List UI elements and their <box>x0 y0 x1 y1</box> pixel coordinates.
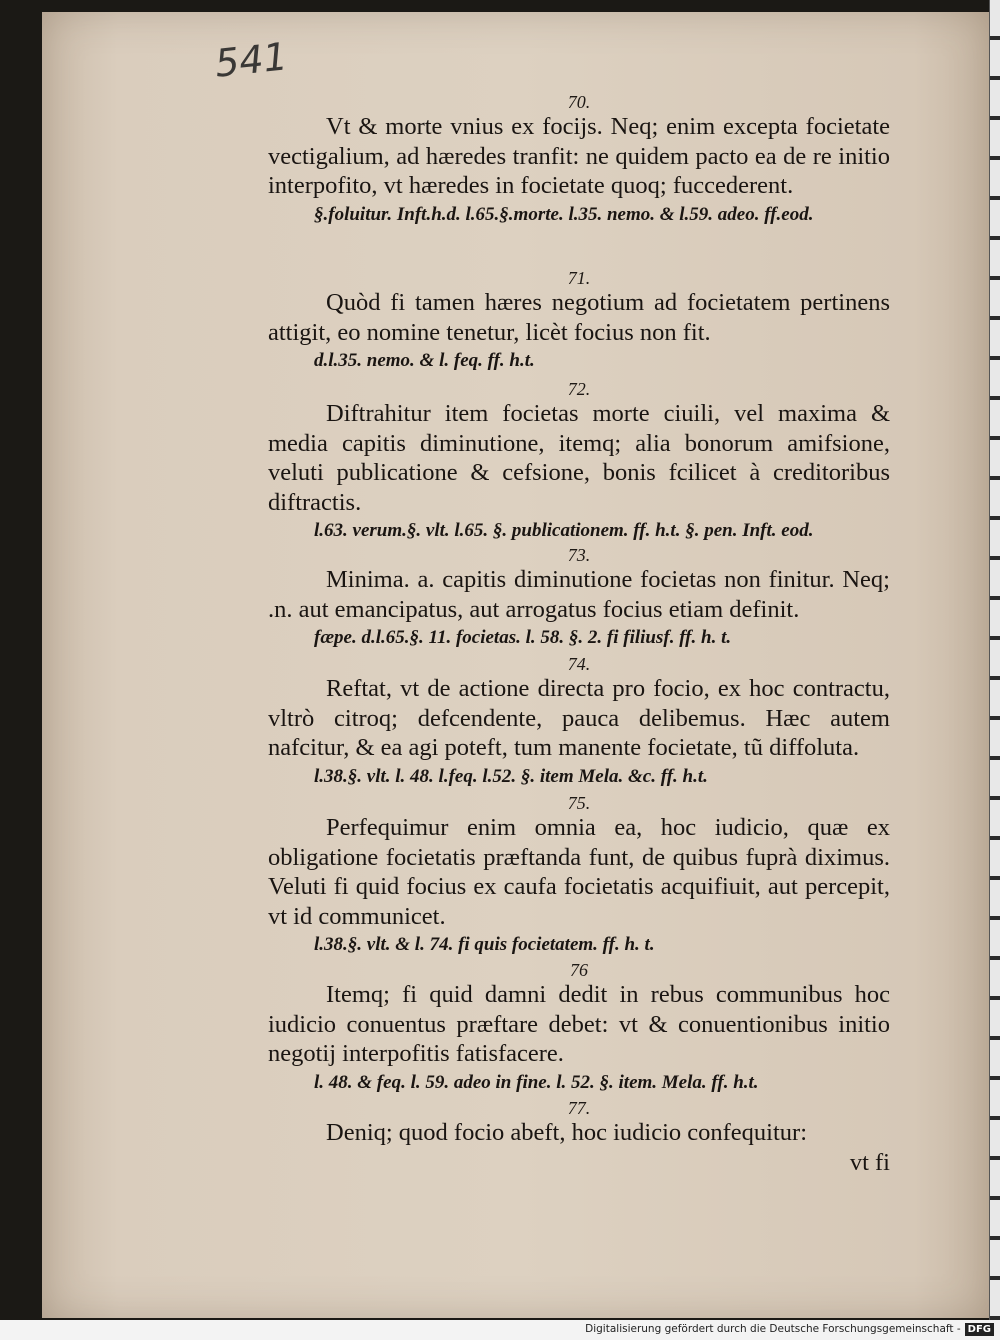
section-number: 71. <box>567 268 591 288</box>
section-text: Quòd fi tamen hæres negotium ad focietatem pertinens attigit, eo nomine tenetur, licèt focius non fit. <box>268 289 890 346</box>
dfg-logo-icon: DFG <box>965 1323 994 1336</box>
catchword: vt fi <box>849 1148 890 1176</box>
section-75 <box>268 793 890 958</box>
section-number: 73. <box>567 545 591 565</box>
section-number: 76 <box>570 960 588 980</box>
section-text: Minima. a. capitis diminutione focietas non finitur. Neq; .n. aut emancipatus, aut arrogatus focius etiam definit. <box>268 566 890 623</box>
section-72 <box>268 379 890 544</box>
section-citation: d.l.35. nemo. & l. feq. ff. h.t. <box>314 350 535 371</box>
section-number: 74. <box>567 654 591 674</box>
section-text: Itemq; fi quid damni dedit in rebus communibus hoc iudicio conuentus præftare debet: vt & conuentionibus initio negotij interpofitis fatisfacere. <box>268 981 890 1067</box>
footer-text: Digitalisierung gefördert durch die Deutsche Forschungsgemeinschaft - <box>585 1323 961 1335</box>
section-citation: §.foluitur. Inft.h.d. l.65.§.morte. l.35. nemo. & l.59. adeo. ff.eod. <box>314 203 814 225</box>
section-citation: l.38.§. vlt. & l. 74. fi quis focietatem. ff. h. t. <box>314 934 655 955</box>
section-citation: l.38.§. vlt. l. 48. l.feq. l.52. §. item Mela. &c. ff. h.t. <box>314 765 708 787</box>
section-number: 75. <box>567 793 591 813</box>
section-text: Diftrahitur item focietas morte ciuili, vel maxima & media capitis diminutione, itemq; alia bonorum amifsione, veluti publicatione & cefsione, bonis fcilicet à creditoribus diftractis. <box>268 400 890 516</box>
section-77 <box>268 1098 890 1177</box>
section-text: Perfequimur enim omnia ea, hoc iudicio, quæ ex obligatione focietatis præftanda funt, de quibus fuprà diximus. Veluti fi quid focius ex caufa focietatis acquifiuit, aut percepit, vt id communicet. <box>268 814 890 930</box>
section-74 <box>268 654 890 790</box>
section-citation: fæpe. d.l.65.§. 11. focietas. l. 58. §. 2. fi filiusf. ff. h. t. <box>314 627 732 648</box>
handwritten-page-mark: 541 <box>212 34 290 86</box>
scale-ruler <box>989 0 1000 1320</box>
section-text: Vt & morte vnius ex focijs. Neq; enim excepta focietate vectigalium, ad hæredes tranfit: ne quidem pacto ea de re initio interpofito, vt hæredes in focietate quoq; fuccederent. <box>268 113 890 199</box>
section-text: Reftat, vt de actione directa pro focio, ex hoc contractu, vltrò citroq; defcendente, pauca delibemus. Hæc autem nafcitur, & ea agi poteft, tum manente focietate, tũ diffoluta. <box>268 675 890 761</box>
section-70 <box>268 92 890 228</box>
section-71 <box>268 268 890 374</box>
section-number: 77. <box>567 1098 591 1118</box>
section-citation: l.63. verum.§. vlt. l.65. §. publicationem. ff. h.t. §. pen. Inft. eod. <box>314 520 814 541</box>
section-73 <box>268 545 890 651</box>
section-number: 70. <box>567 92 591 112</box>
section-text: Deniq; quod focio abeft, hoc iudicio confequitur: <box>326 1119 808 1146</box>
section-citation: l. 48. & feq. l. 59. adeo in fine. l. 52. §. item. Mela. ff. h.t. <box>314 1071 759 1093</box>
section-number: 72. <box>567 379 591 399</box>
section-76 <box>268 960 890 1096</box>
funding-footer <box>585 1323 994 1336</box>
